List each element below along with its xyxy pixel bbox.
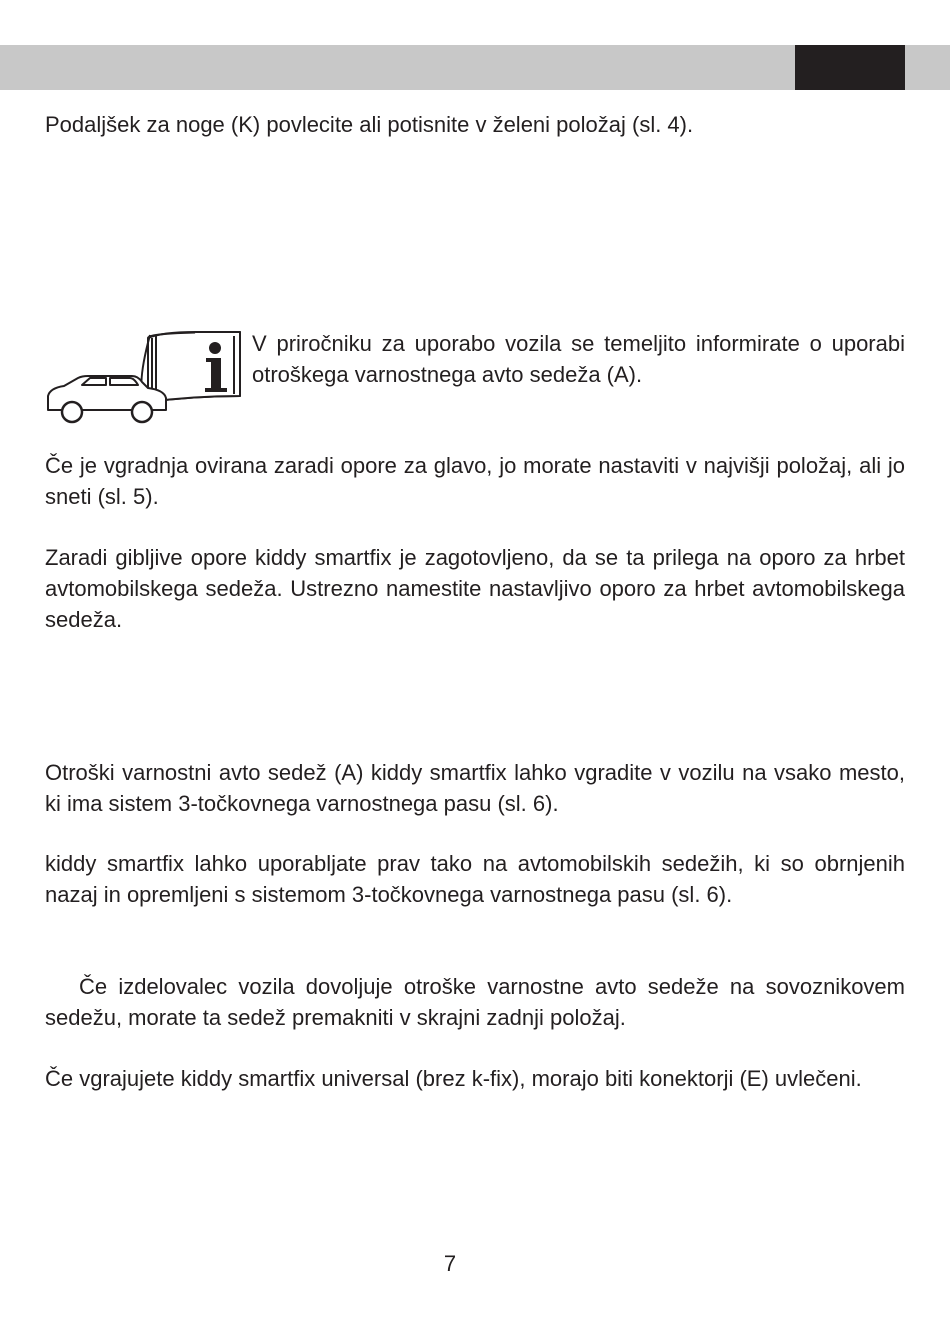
paragraph-rear-facing: kiddy smartfix lahko uporabljate prav tako na avtomobilskih sedežih, ki so obrnjenih nazaj in opremljeni s sistemom 3-točkovnega varnostnega pasu (sl. 6). bbox=[45, 851, 905, 907]
paragraph-passenger-seat: Če izdelovalec vozila dovoljuje otroške varnostne avto sedeže na sovoznikovem sedežu, morate ta sedež premakniti v skrajni zadnji položaj. bbox=[45, 974, 905, 1030]
info-note-text: V priročniku za uporabo vozila se temeljito informirate o uporabi otroškega varnostnega avto sedeža (A). bbox=[252, 331, 905, 387]
paragraph-headrest: Če je vgradnja ovirana zaradi opore za glavo, jo morate nastaviti v najvišji položaj, ali jo sneti (sl. 5). bbox=[45, 453, 905, 509]
car-manual-info-icon bbox=[44, 330, 246, 430]
paragraph-backrest: Zaradi gibljive opore kiddy smartfix je zagotovljeno, da se ta prilega na oporo za hrbet avtomobilskega sedeža. Ustrezno namestite nastavljivo oporo za hrbet avtomobilskega sedeža. bbox=[45, 545, 905, 632]
page-number: 7 bbox=[443, 1251, 457, 1276]
paragraph-connectors: Če vgrajujete kiddy smartfix universal (brez k-fix), morajo biti konektorji (E) uvlečeni. bbox=[45, 1066, 862, 1091]
paragraph-seat-position: Otroški varnostni avto sedež (A) kiddy smartfix lahko vgradite v vozilu na vsako mesto, ki ima sistem 3-točkovnega varnostnega pasu (sl. 6). bbox=[45, 760, 905, 816]
paragraph-footrest: Podaljšek za noge (K) povlecite ali potisnite v želeni položaj (sl. 4). bbox=[45, 112, 694, 137]
header-tab-marker bbox=[795, 45, 905, 90]
